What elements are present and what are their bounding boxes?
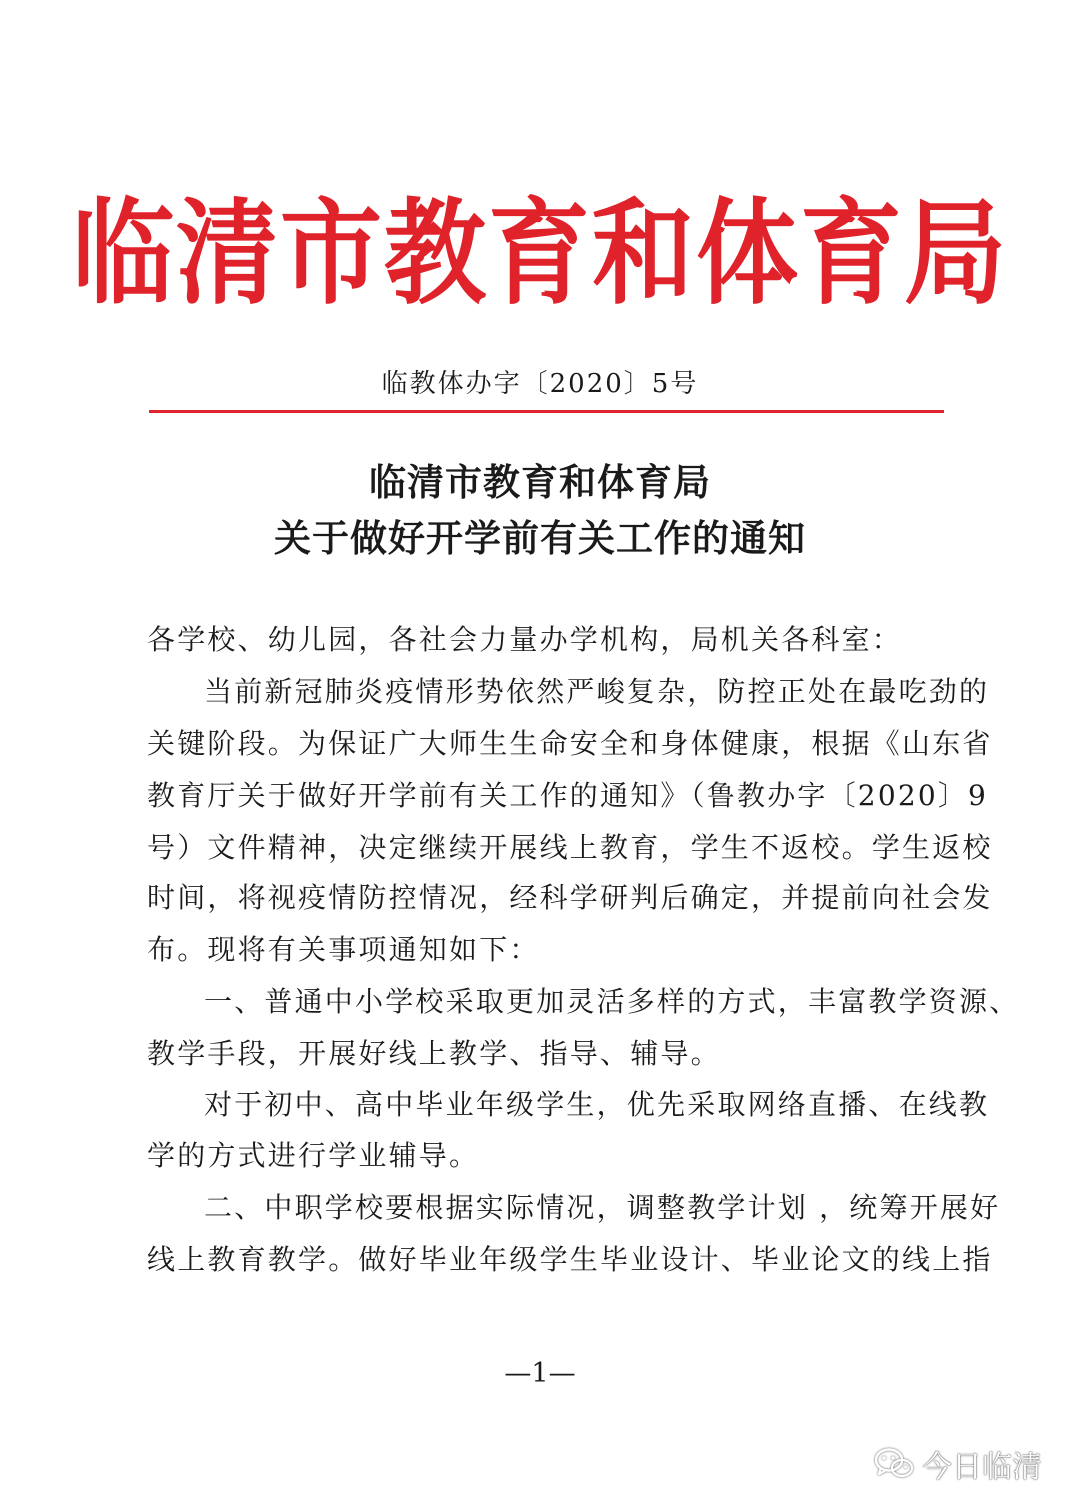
- wechat-icon: [874, 1447, 914, 1488]
- page-number: —1—: [504, 1358, 576, 1389]
- body-line-4: 教育厅关于做好开学前有关工作的通知》（鲁教办字〔2020〕9: [147, 779, 989, 812]
- body-line-2: 当前新冠肺炎疫情形势依然严峻复杂，防控正处在最吃劲的: [204, 675, 990, 708]
- watermark: [874, 1447, 1042, 1488]
- masthead: 临清市教育和体育局: [72, 187, 1008, 322]
- body-line-8: 一、普通中小学校采取更加灵活多样的方式，丰富教学资源、: [204, 985, 1020, 1018]
- watermark-text: 今日临清: [922, 1449, 1042, 1485]
- title-line-1: 临清市教育和体育局: [369, 461, 711, 504]
- body-line-7: 布。现将有关事项通知如下：: [147, 933, 540, 966]
- body-line-1: 各学校、幼儿园，各社会力量办学机构，局机关各科室：: [147, 623, 903, 656]
- body-line-10: 对于初中、高中毕业年级学生，优先采取网络直播、在线教: [204, 1088, 990, 1121]
- red-divider: [149, 410, 944, 413]
- body-line-11: 学的方式进行学业辅导。: [147, 1139, 480, 1172]
- body-line-12: 二、中职学校要根据实际情况，调整教学计划 ，统筹开展好: [204, 1191, 1001, 1224]
- title-line-2: 关于做好开学前有关工作的通知: [274, 517, 806, 560]
- body-line-5: 号）文件精神，决定继续开展线上教育，学生不返校。学生返校: [147, 831, 993, 864]
- body-line-3: 关键阶段。为保证广大师生生命安全和身体健康，根据《山东省: [147, 727, 993, 760]
- document-number: 临教体办字〔2020〕5号: [381, 369, 699, 399]
- body-line-13: 线上教育教学。做好毕业年级学生毕业设计、毕业论文的线上指: [147, 1243, 993, 1276]
- body-line-6: 时间，将视疫情防控情况，经科学研判后确定，并提前向社会发: [147, 881, 993, 914]
- body-line-9: 教学手段，开展好线上教学、指导、辅导。: [147, 1037, 721, 1070]
